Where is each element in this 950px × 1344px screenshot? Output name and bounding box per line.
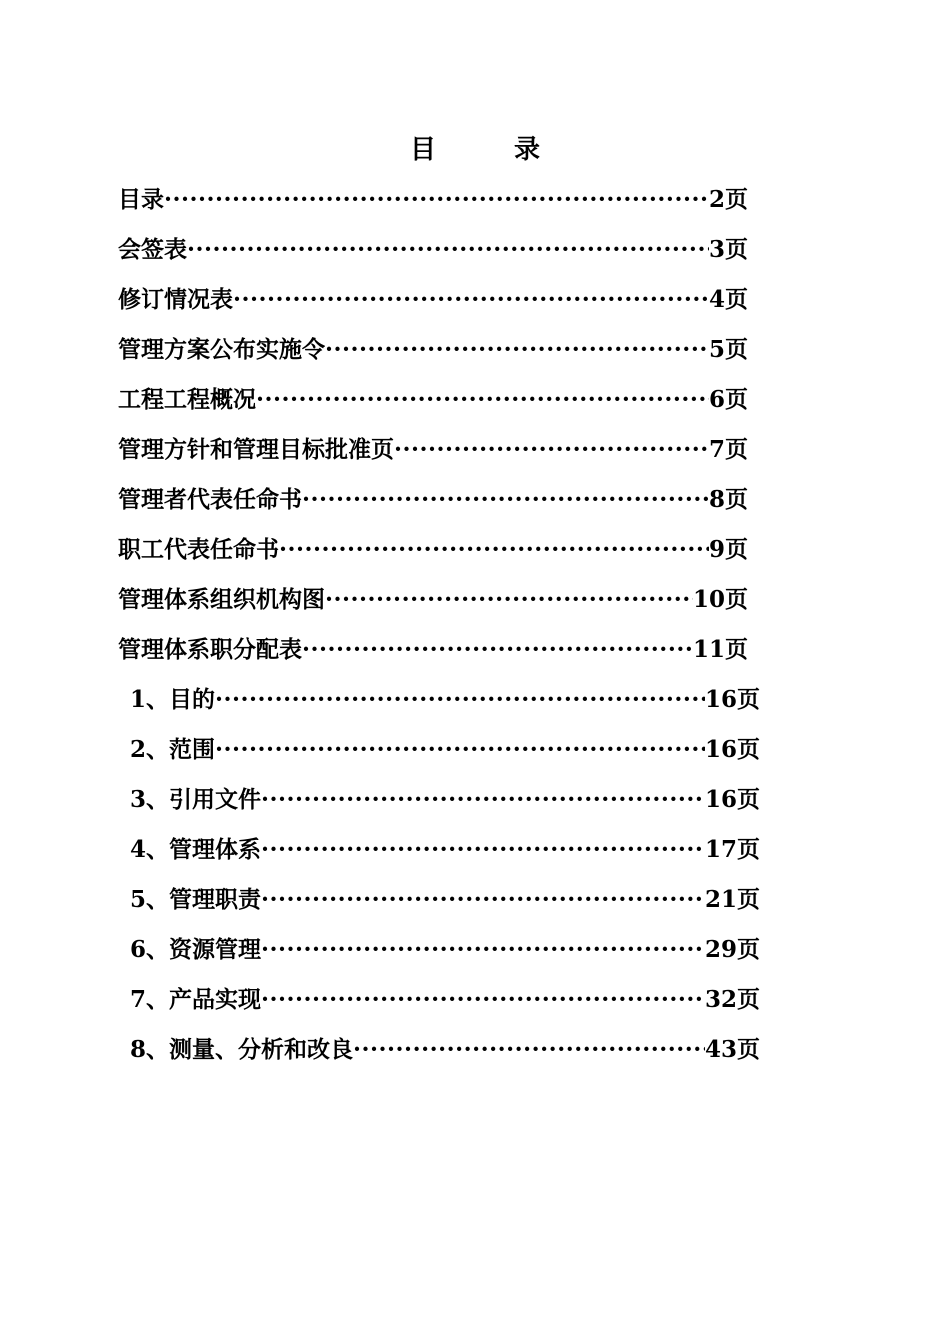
toc-entry-page: 32页	[704, 986, 760, 1013]
toc-subentry[interactable]	[130, 775, 760, 825]
toc-entry-page: 8页	[708, 486, 748, 513]
dot-leader	[279, 525, 709, 575]
dot-leader	[302, 475, 709, 525]
toc-entry-label: 管理方针和管理目标批准页	[118, 436, 394, 463]
toc-entry-label: 目录	[118, 186, 164, 213]
toc-entry[interactable]	[118, 275, 748, 325]
toc-entry-label: 7、产品实现	[130, 986, 262, 1013]
toc-entry-page: 6页	[708, 386, 748, 413]
dot-leader	[394, 425, 709, 475]
dot-leader	[302, 625, 693, 675]
toc-entry-label: 工程工程概况	[118, 386, 256, 413]
toc-list	[0, 175, 950, 1075]
toc-entry-page: 9页	[708, 536, 748, 563]
toc-entry-page: 16页	[704, 786, 760, 813]
toc-entry[interactable]	[118, 525, 748, 575]
toc-entry-label: 1、目的	[130, 686, 216, 713]
toc-entry-label: 2、范围	[130, 736, 216, 763]
dot-leader	[215, 725, 705, 775]
toc-entry[interactable]	[118, 375, 748, 425]
dot-leader	[261, 825, 705, 875]
toc-entry[interactable]	[118, 575, 748, 625]
toc-entry-page: 21页	[704, 886, 760, 913]
toc-entry-page: 4页	[708, 286, 748, 313]
toc-entry-label: 5、管理职责	[130, 886, 262, 913]
toc-entry-page: 16页	[704, 686, 760, 713]
toc-entry[interactable]	[118, 225, 748, 275]
toc-entry[interactable]	[118, 175, 748, 225]
dot-leader	[233, 275, 709, 325]
toc-entry-page: 5页	[708, 336, 748, 363]
toc-entry-page: 16页	[704, 736, 760, 763]
toc-entry-label: 修订情况表	[118, 286, 233, 313]
dot-leader	[261, 925, 705, 975]
toc-entry-label: 8、测量、分析和改良	[130, 1036, 354, 1063]
toc-entry-page: 10页	[692, 586, 748, 613]
dot-leader	[187, 225, 709, 275]
toc-entry-page: 7页	[708, 436, 748, 463]
toc-entry-page: 43页	[704, 1036, 760, 1063]
toc-subentry[interactable]	[130, 925, 760, 975]
dot-leader	[261, 875, 705, 925]
toc-entry-label: 会签表	[118, 236, 187, 263]
toc-entry-label: 管理体系组织机构图	[118, 586, 325, 613]
toc-entry-page: 3页	[708, 236, 748, 263]
toc-entry-page: 11页	[692, 636, 748, 663]
toc-subentry[interactable]	[130, 825, 760, 875]
toc-entry-page: 2页	[708, 186, 748, 213]
toc-subentry[interactable]	[130, 725, 760, 775]
toc-entry-label: 4、管理体系	[130, 836, 262, 863]
toc-entry-label: 管理者代表任命书	[118, 486, 302, 513]
toc-title: 目 录	[409, 135, 566, 165]
toc-entry-label: 管理体系职分配表	[118, 636, 302, 663]
toc-entry-label: 3、引用文件	[130, 786, 262, 813]
toc-subentry[interactable]	[130, 975, 760, 1025]
dot-leader	[261, 975, 705, 1025]
toc-subentry[interactable]	[130, 1025, 760, 1075]
dot-leader	[325, 325, 709, 375]
toc-entry-label: 职工代表任命书	[118, 536, 279, 563]
toc-subentry[interactable]	[130, 675, 760, 725]
toc-entry-page: 17页	[704, 836, 760, 863]
dot-leader	[353, 1025, 705, 1075]
toc-entry[interactable]	[118, 325, 748, 375]
dot-leader	[256, 375, 709, 425]
dot-leader	[261, 775, 705, 825]
toc-entry-label: 管理方案公布实施令	[118, 336, 325, 363]
toc-entry-page: 29页	[704, 936, 760, 963]
dot-leader	[164, 175, 709, 225]
dot-leader	[215, 675, 705, 725]
toc-entry[interactable]	[118, 625, 748, 675]
dot-leader	[325, 575, 693, 625]
toc-subentry[interactable]	[130, 875, 760, 925]
toc-entry[interactable]	[118, 425, 748, 475]
toc-entry-label: 6、资源管理	[130, 936, 262, 963]
toc-entry[interactable]	[118, 475, 748, 525]
